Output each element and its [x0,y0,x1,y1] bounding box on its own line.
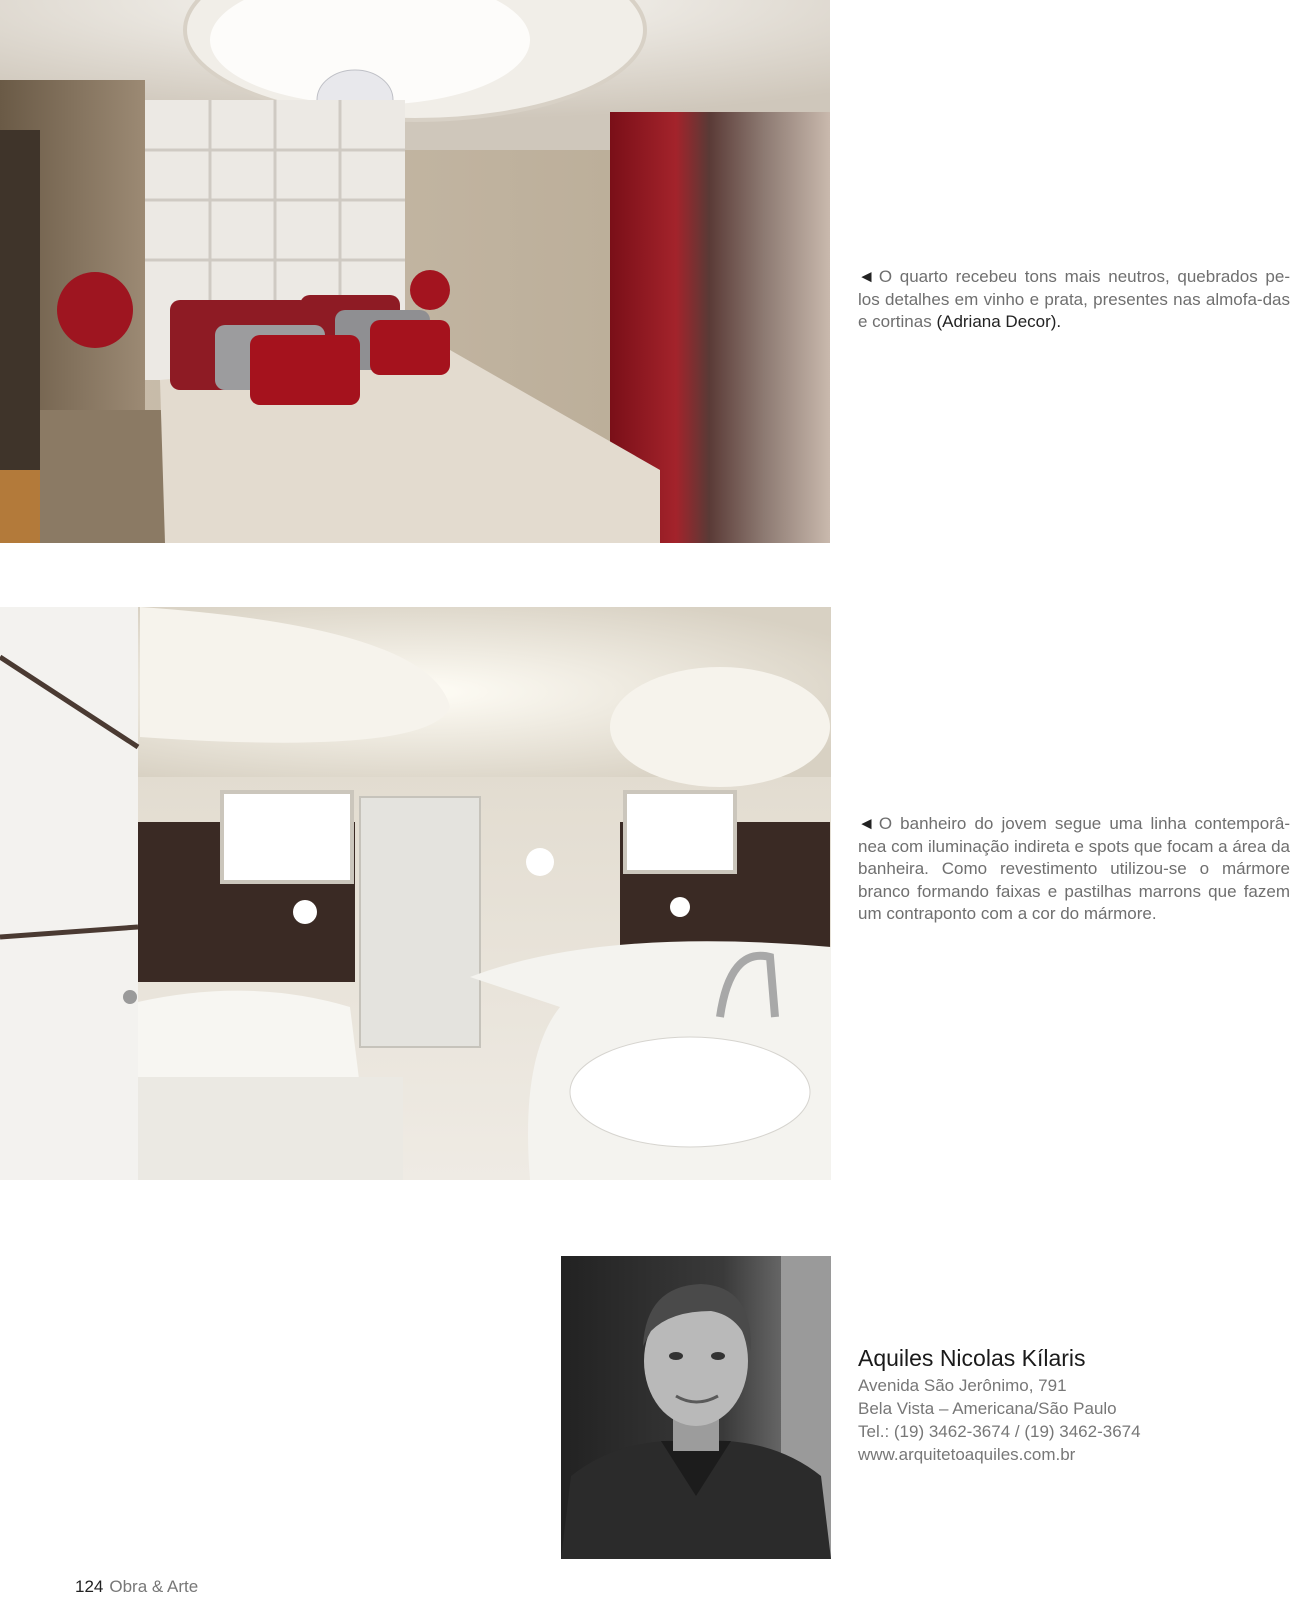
page-number: 124 [75,1577,104,1596]
bedroom-caption-credit: (Adriana Decor). [936,312,1062,331]
architect-name: Aquiles Nicolas Kílaris [858,1345,1086,1371]
bathroom-caption-text: O banheiro do jovem segue uma linha contemporâ-nea com iluminação indireta e spots que focam a área da banheira. Como revestimento utilizou-se o mármore branco formando faixas e pastilhas marrons que fazem um contraponto com a cor do mármore. [858,814,1290,923]
bathroom-photo [0,607,831,1180]
bedroom-caption-text: O quarto recebeu tons mais neutros, quebrados pe-los detalhes em vinho e prata, presentes nas almofa-das e cortinas [858,267,1290,331]
architect-website[interactable]: www.arquitetoaquiles.com.br [858,1445,1076,1464]
architect-contact [858,1374,1141,1466]
architect-city: Bela Vista – Americana/São Paulo [858,1399,1117,1418]
page-footer [75,1577,198,1597]
bedroom-photo [0,0,830,543]
caption-arrow-icon: ◄ [858,814,875,833]
architect-phone: Tel.: (19) 3462-3674 / (19) 3462-3674 [858,1422,1141,1441]
magazine-name: Obra & Arte [109,1577,199,1596]
bedroom-caption [858,266,1290,334]
caption-arrow-icon: ◄ [858,267,875,286]
architect-address: Avenida São Jerônimo, 791 [858,1376,1067,1395]
bathroom-caption [858,813,1290,926]
architect-portrait [561,1256,831,1559]
